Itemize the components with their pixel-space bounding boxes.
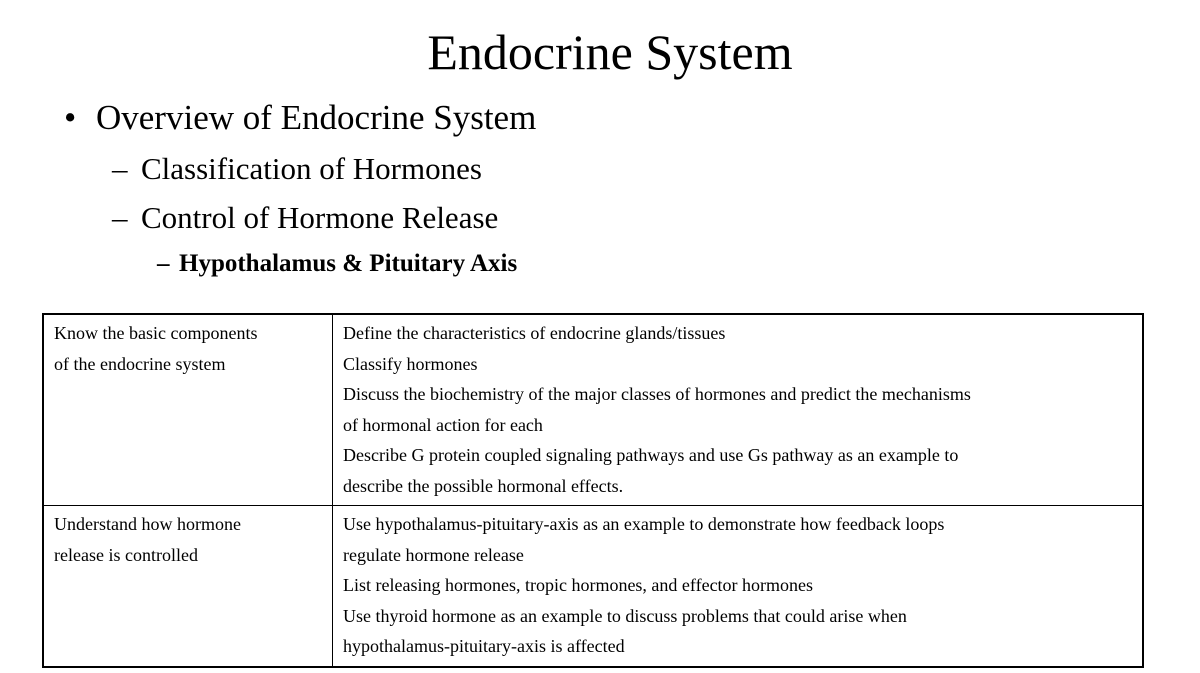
bullet-dot-icon: • bbox=[64, 98, 77, 137]
objective-line: Define the characteristics of endocrine glands/tissues bbox=[343, 323, 726, 343]
bullet-classification bbox=[112, 149, 482, 189]
goal-line: release is controlled bbox=[54, 544, 198, 565]
bullet-overview-text: Overview of Endocrine System bbox=[96, 98, 537, 137]
objective-line: Classify hormones bbox=[343, 353, 478, 374]
bullet-dash-icon: – bbox=[112, 151, 128, 186]
table-row bbox=[43, 506, 1143, 667]
objective-line: regulate hormone release bbox=[343, 544, 524, 565]
bullet-hypothalamus-text: Hypothalamus & Pituitary Axis bbox=[179, 250, 518, 277]
bullet-hypothalamus bbox=[157, 247, 517, 281]
objective-line: Use hypothalamus-pituitary-axis as an example to demonstrate how feedback loops bbox=[343, 514, 945, 534]
slide-title: Endocrine System bbox=[427, 24, 793, 80]
goal-line: Know the basic components bbox=[54, 323, 258, 343]
objective-line: of hormonal action for each bbox=[343, 414, 543, 435]
objectives-table bbox=[42, 313, 1144, 668]
goal-line: Understand how hormone bbox=[54, 514, 241, 534]
objective-line: hypothalamus-pituitary-axis is affected bbox=[343, 636, 625, 656]
bullet-dash-icon: – bbox=[112, 200, 128, 235]
bullet-overview bbox=[64, 96, 536, 140]
bullet-classification-text: Classification of Hormones bbox=[141, 151, 482, 186]
objective-line: Use thyroid hormone as an example to discuss problems that could arise when bbox=[343, 605, 907, 626]
objective-line: Describe G protein coupled signaling pathways and use Gs pathway as an example to bbox=[343, 445, 959, 465]
objective-line: Discuss the biochemistry of the major classes of hormones and predict the mechanisms bbox=[343, 384, 971, 404]
objective-line: describe the possible hormonal effects. bbox=[343, 475, 624, 496]
goal-cell bbox=[43, 506, 333, 667]
bullet-control-text: Control of Hormone Release bbox=[141, 200, 499, 235]
goal-line: of the endocrine system bbox=[54, 353, 226, 374]
bullet-control bbox=[112, 198, 498, 238]
objectives-cell bbox=[333, 314, 1144, 506]
table-row bbox=[43, 314, 1143, 506]
goal-cell bbox=[43, 314, 333, 506]
objective-line: List releasing hormones, tropic hormones, and effector hormones bbox=[343, 575, 814, 595]
bullet-dash-icon: – bbox=[157, 250, 170, 277]
objectives-cell bbox=[333, 506, 1144, 667]
